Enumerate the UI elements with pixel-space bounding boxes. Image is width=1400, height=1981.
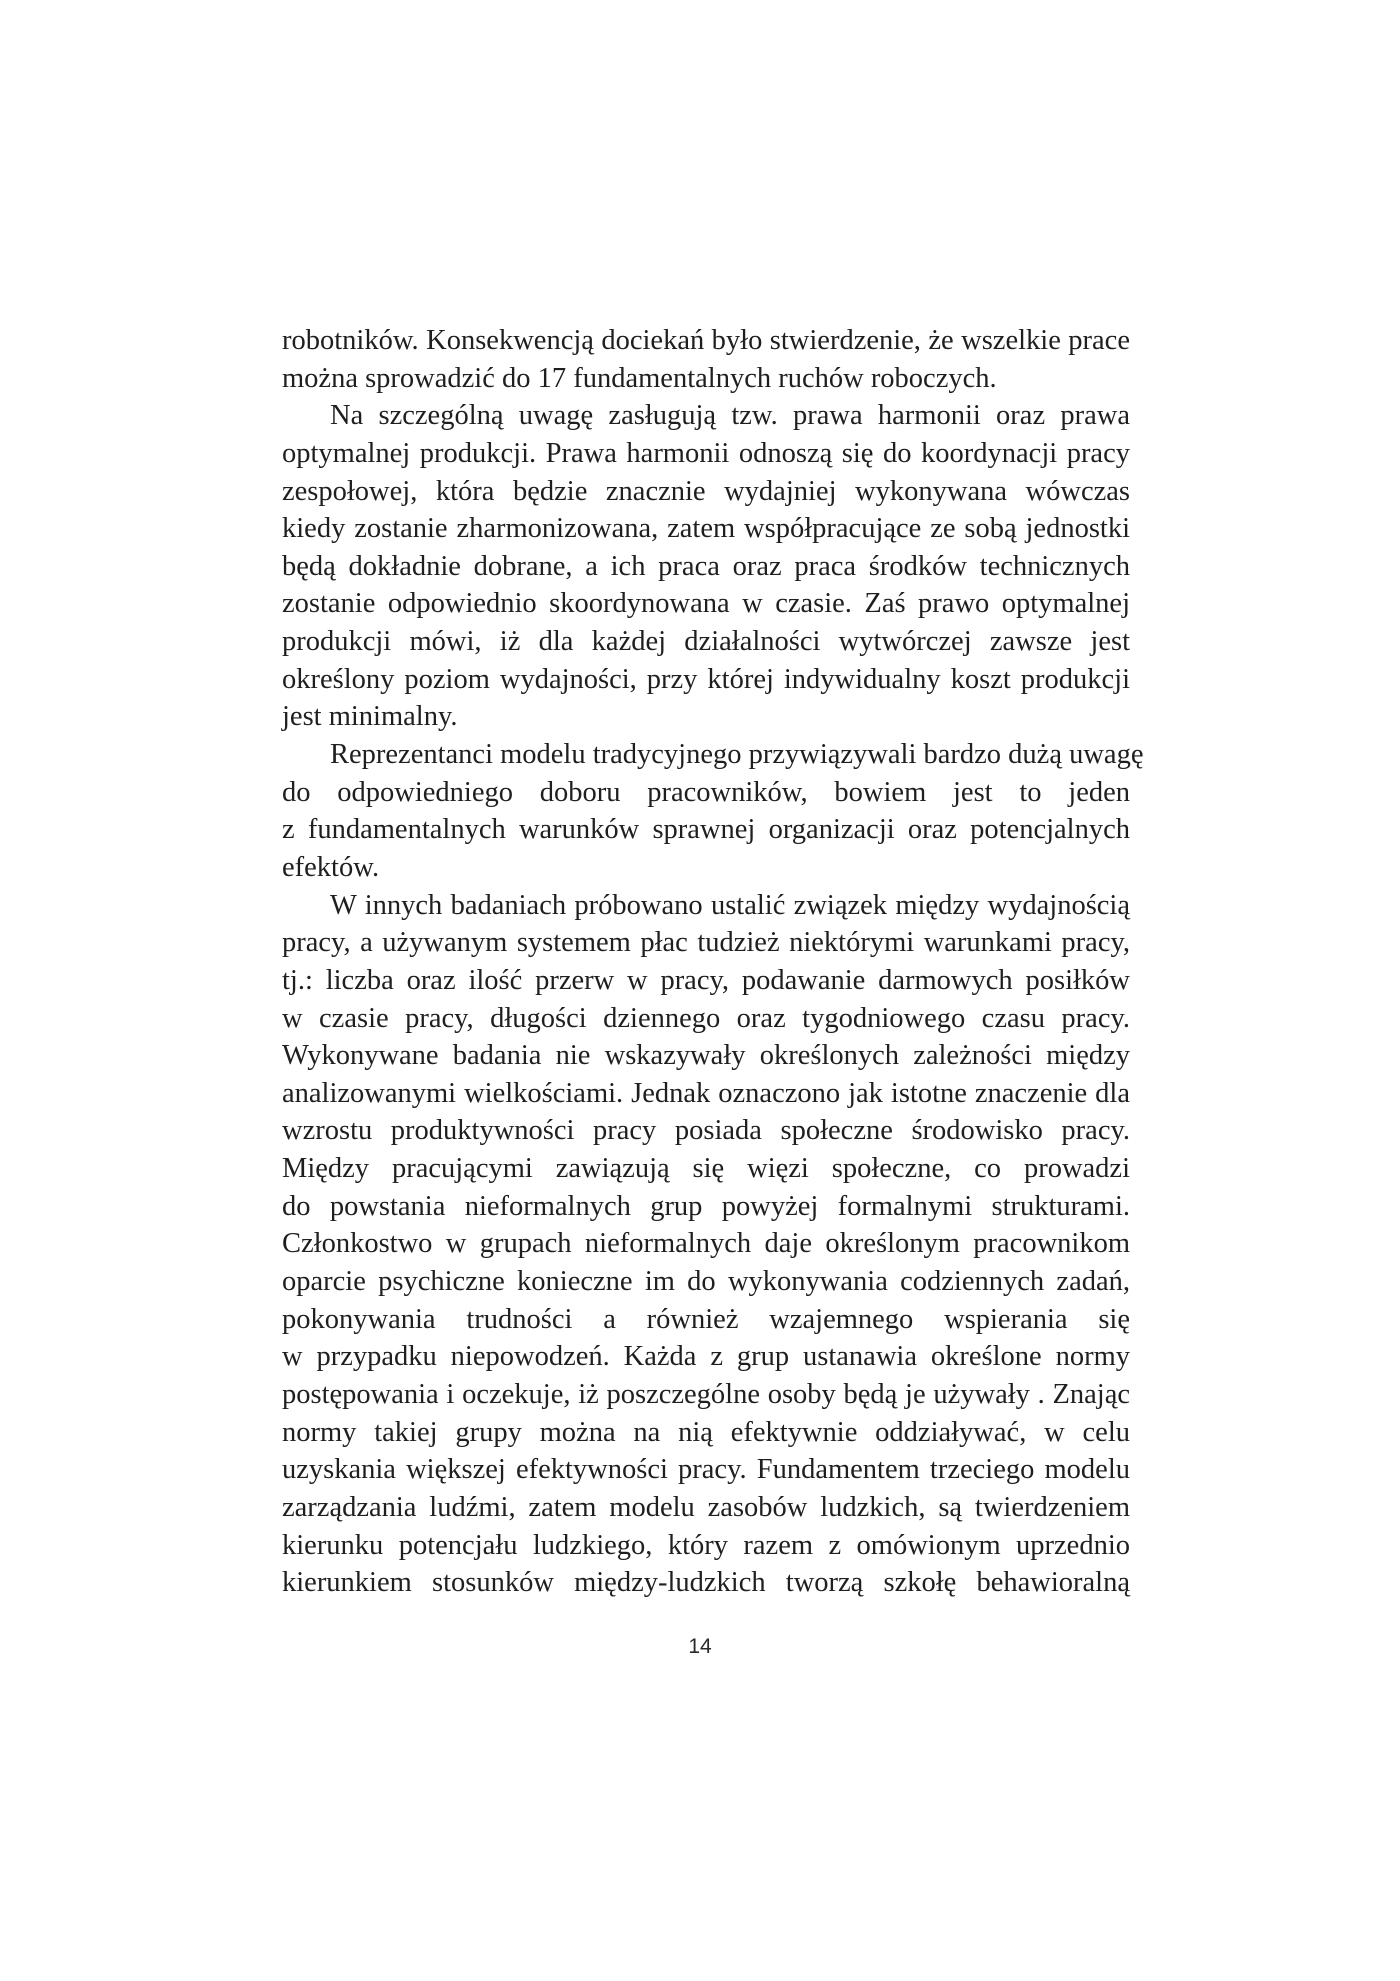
text-line: do odpowiedniego doboru pracowników, bowiem jest to jeden — [282, 776, 1130, 808]
text-line: Między pracującymi zawiązują się więzi społeczne, co prowadzi — [282, 1153, 1130, 1185]
text-line: pracy, a używanym systemem płac tudzież niektórymi warunkami pracy, — [282, 927, 1130, 959]
text-line: będą dokładnie dobrane, a ich praca oraz praca środków technicznych — [282, 550, 1130, 582]
text-line: efektów. — [282, 851, 380, 883]
text-line: do powstania nieformalnych grup powyżej formalnymi strukturami. — [282, 1190, 1130, 1222]
text-line: można sprowadzić do 17 fundamentalnych ruchów roboczych. — [282, 362, 997, 394]
text-line: jest minimalny. — [282, 701, 458, 733]
text-line: uzyskania większej efektywności pracy. Fundamentem trzeciego modelu — [282, 1454, 1130, 1486]
text-line: robotników. Konsekwencją dociekań było stwierdzenie, że wszelkie prace — [282, 325, 1130, 356]
text-line: analizowanymi wielkościami. Jednak oznaczono jak istotne znaczenie dla — [282, 1077, 1130, 1109]
text-line: postępowania i oczekuje, iż poszczególne osoby będą je używały . Znając — [282, 1378, 1130, 1410]
text-line: kierunkiem stosunków między-ludzkich tworzą szkołę behawioralną — [282, 1567, 1130, 1599]
text-line: kierunku potencjału ludzkiego, który razem z omówionym uprzednio — [282, 1529, 1130, 1561]
text-line: Reprezentanci modelu tradycyjnego przywiązywali bardzo dużą uwagę — [330, 739, 1144, 771]
text-line: określony poziom wydajności, przy której indywidualny koszt produkcji — [282, 663, 1130, 695]
text-line: kiedy zostanie zharmonizowana, zatem współpracujące ze sobą jednostki — [282, 513, 1130, 545]
text-line: Na szczególną uwagę zasługują tzw. prawa harmonii oraz prawa — [330, 400, 1130, 432]
text-line: z fundamentalnych warunków sprawnej organizacji oraz potencjalnych — [282, 814, 1130, 846]
text-line: optymalnej produkcji. Prawa harmonii odnoszą się do koordynacji pracy — [282, 437, 1130, 469]
body-text — [282, 322, 1144, 1602]
text-line: Członkostwo w grupach nieformalnych daje określonym pracownikom — [282, 1228, 1130, 1260]
text-line: zostanie odpowiednio skoordynowana w czasie. Zaś prawo optymalnej — [282, 588, 1130, 620]
text-line: produkcji mówi, iż dla każdej działalności wytwórczej zawsze jest — [282, 626, 1130, 658]
text-line: Wykonywane badania nie wskazywały określonych zależności między — [282, 1040, 1130, 1072]
text-line: zarządzania ludźmi, zatem modelu zasobów ludzkich, są twierdzeniem — [282, 1491, 1130, 1523]
text-line: normy takiej grupy można na nią efektywnie oddziaływać, w celu — [282, 1416, 1130, 1448]
text-line: zespołowej, która będzie znacznie wydajniej wykonywana wówczas — [282, 475, 1130, 507]
text-line: wzrostu produktywności pracy posiada społeczne środowisko pracy. — [282, 1115, 1130, 1147]
text-line: tj.: liczba oraz ilość przerw w pracy, podawanie darmowych posiłków — [282, 964, 1130, 996]
text-line: w czasie pracy, długości dziennego oraz tygodniowego czasu pracy. — [282, 1002, 1130, 1034]
text-line: oparcie psychiczne konieczne im do wykonywania codziennych zadań, — [282, 1266, 1130, 1298]
text-line: pokonywania trudności a również wzajemnego wspierania się — [282, 1303, 1130, 1335]
text-line: w przypadku niepowodzeń. Każda z grup ustanawia określone normy — [282, 1341, 1130, 1373]
text-line: W innych badaniach próbowano ustalić związek między wydajnością — [330, 889, 1130, 921]
page-number: 14 — [688, 1635, 712, 1658]
